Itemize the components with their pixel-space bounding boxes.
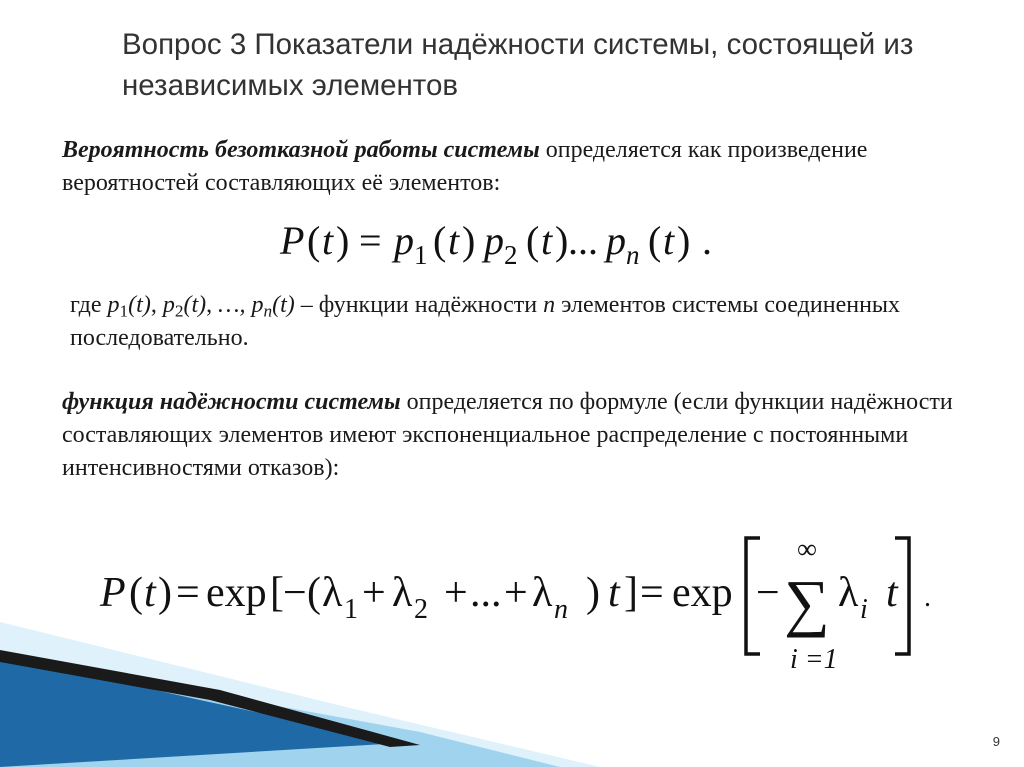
f2-lparen: (	[129, 570, 143, 616]
dash: –	[294, 292, 319, 318]
sum-upper-limit: ∞	[797, 534, 817, 565]
var-p: p	[162, 292, 175, 318]
f1-dots: ...	[568, 218, 598, 263]
reliability-probability-paragraph	[62, 134, 962, 200]
sub-1: 1	[119, 301, 129, 321]
f2-minus: −	[756, 570, 780, 616]
f2-var-t: t	[886, 570, 898, 616]
formula-product	[276, 214, 736, 270]
slide-title: Вопрос 3 Показатели надёжности системы, состоящей из независимых элементов	[122, 28, 914, 102]
f1-var-t: t	[541, 218, 553, 263]
f2-sub-i: i	[860, 594, 868, 625]
formula-exponential	[100, 528, 960, 678]
f1-var-t: t	[322, 218, 334, 263]
f2-lambda: λ	[322, 570, 343, 616]
f2-plus: +	[504, 570, 528, 616]
var-p: p	[251, 292, 264, 318]
f2-sub-1: 1	[344, 594, 358, 625]
sub-n: n	[263, 301, 273, 321]
f2-lambda: λ	[838, 570, 859, 616]
f2-dots: ...	[470, 570, 502, 616]
f2-rbracket: ]	[624, 570, 638, 616]
var-n: n	[543, 292, 556, 318]
sub-2: 2	[174, 301, 184, 321]
f2-symbol-P: P	[100, 570, 126, 616]
arg-t: (t)	[272, 292, 295, 318]
where-clause	[70, 289, 970, 355]
f1-sub-2: 2	[504, 240, 518, 270]
f2-equals: =	[640, 570, 664, 616]
f1-lparen: (	[433, 218, 447, 263]
f2-sub-2: 2	[414, 594, 428, 625]
text-b: элементов системы соединенных последовательно.	[70, 292, 901, 351]
page-number: 9	[992, 734, 1000, 749]
f2-plus: +	[444, 570, 468, 616]
f1-lparen: (	[307, 218, 321, 263]
f2-period: .	[924, 582, 931, 613]
f1-p: p	[484, 218, 504, 263]
comma: ,	[150, 292, 163, 318]
f2-exp: exp	[206, 570, 267, 616]
f1-rparen: )	[462, 218, 476, 263]
sum-sign: ∑	[784, 567, 830, 638]
f1-symbol-P: P	[280, 218, 305, 263]
f1-lparen: (	[526, 218, 540, 263]
f2-rparen: )	[158, 570, 172, 616]
f2-lparen: (	[307, 570, 321, 616]
f1-p: p	[606, 218, 626, 263]
f1-rparen: )	[336, 218, 350, 263]
ellipsis: …,	[218, 292, 252, 318]
where-label: где	[70, 292, 108, 318]
f2-minus: −	[283, 570, 307, 616]
f2-plus: +	[362, 570, 386, 616]
arg-t: (t)	[183, 292, 207, 318]
f2-sub-n: n	[554, 594, 568, 625]
arg-t: (t)	[128, 292, 151, 318]
f2-var-t: t	[144, 570, 156, 616]
f2-equals: =	[176, 570, 200, 616]
comma: ,	[206, 292, 219, 318]
f2-lbracket: [	[270, 570, 284, 616]
f1-rparen: )	[677, 218, 691, 263]
f1-var-t: t	[663, 218, 675, 263]
var-p: p	[107, 292, 120, 318]
paragraph-text: определяется по формуле (если функции надёжности составляющих элементов имеют экспоненциальное распределение с постоянными интенсивностями отказов):	[62, 389, 953, 481]
f2-exp: exp	[672, 570, 733, 616]
f1-p: p	[394, 218, 414, 263]
f2-var-t: t	[608, 570, 620, 616]
f1-rparen: )	[555, 218, 569, 263]
f1-sub-1: 1	[414, 240, 428, 270]
term-reliability-probability: Вероятность безотказной работы системы	[62, 137, 540, 163]
sum-lower-limit: i =1	[790, 644, 838, 675]
text-a: функции надёжности	[318, 292, 544, 318]
f2-rparen: )	[586, 570, 600, 616]
f2-lambda: λ	[392, 570, 413, 616]
f1-lparen: (	[648, 218, 662, 263]
paragraph-text: определяется как произведение вероятностей составляющих её элементов:	[62, 137, 868, 196]
term-system-reliability-function: функция надёжности системы	[62, 389, 401, 415]
f1-period: .	[702, 218, 712, 263]
f2-lambda: λ	[532, 570, 553, 616]
f1-var-t: t	[448, 218, 460, 263]
f1-sub-n: n	[626, 240, 640, 270]
system-reliability-paragraph	[62, 386, 982, 485]
f1-equals: =	[359, 218, 382, 263]
